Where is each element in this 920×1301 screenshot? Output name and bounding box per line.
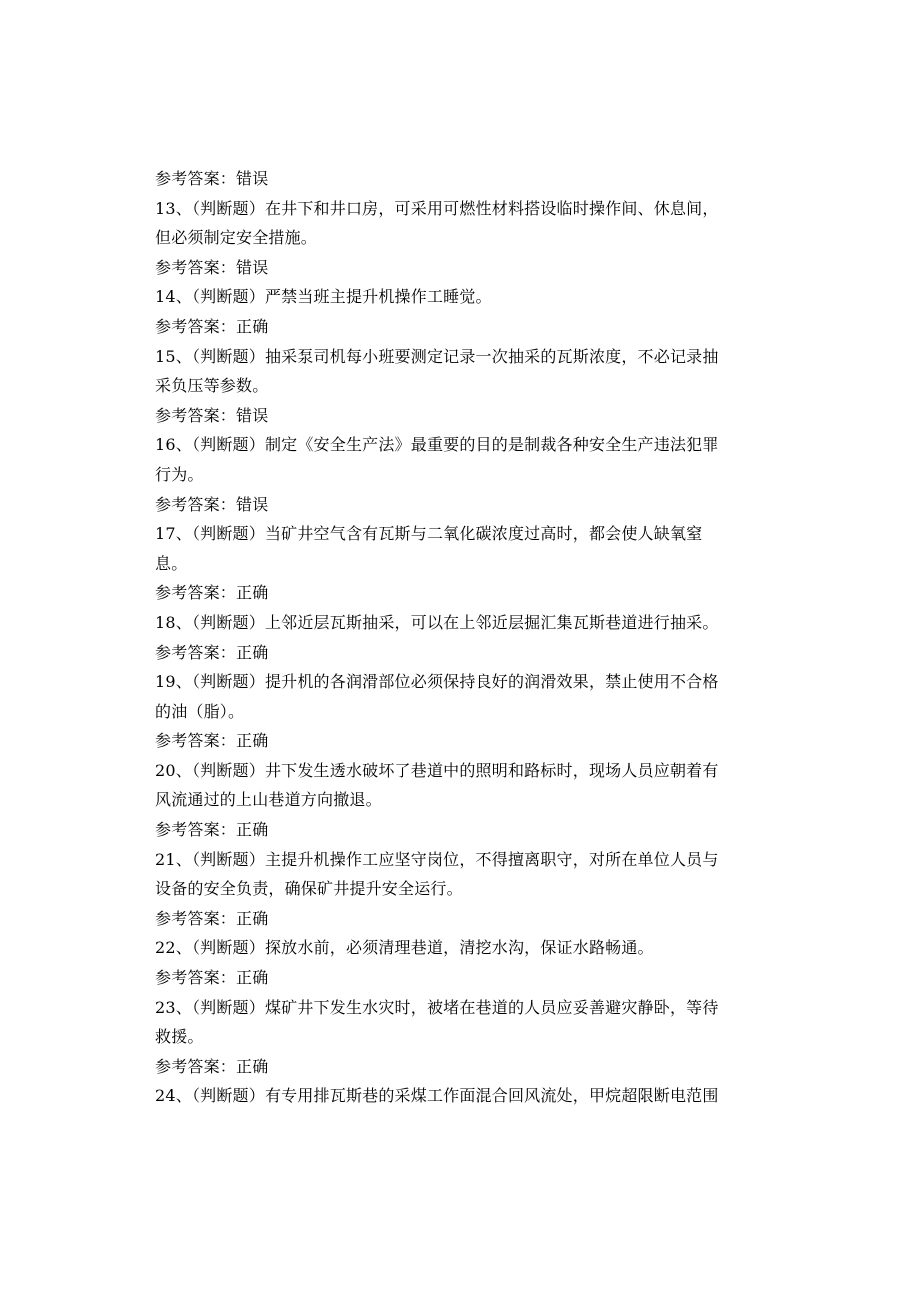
- question-17-line-2: 息。: [155, 553, 188, 573]
- question-18-line-1: 18、（判断题）上邻近层瓦斯抽采，可以在上邻近层掘汇集瓦斯巷道进行抽采。: [155, 612, 719, 632]
- answer-16: 参考答案：错误: [155, 494, 269, 514]
- answer-14: 参考答案：正确: [155, 316, 269, 336]
- question-14-line-1: 14、（判断题）严禁当班主提升机操作工睡觉。: [155, 287, 492, 307]
- question-19-line-2: 的油（脂）。: [155, 701, 245, 721]
- question-16-line-1: 16、（判断题）制定《安全生产法》最重要的目的是制裁各种安全生产违法犯罪: [155, 435, 719, 455]
- question-19-line-1: 19、（判断题）提升机的各润滑部位必须保持良好的润滑效果，禁止使用不合格: [155, 672, 719, 692]
- answer-20: 参考答案：正确: [155, 820, 269, 840]
- document-page: [155, 164, 755, 1111]
- question-20-line-1: 20、（判断题）井下发生透水破坏了巷道中的照明和路标时，现场人员应朝着有: [155, 760, 719, 780]
- question-20-line-2: 风流通过的上山巷道方向撤退。: [155, 790, 382, 810]
- answer-18: 参考答案：正确: [155, 642, 269, 662]
- question-13-line-2: 但必须制定安全措施。: [155, 228, 318, 248]
- answer-19: 参考答案：正确: [155, 731, 269, 751]
- question-23-line-2: 救援。: [155, 1027, 204, 1047]
- question-13-line-1: 13、（判断题）在井下和井口房，可采用可燃性材料搭设临时操作间、休息间，: [155, 198, 719, 218]
- question-24-line-1: 24、（判断题）有专用排瓦斯巷的采煤工作面混合回风流处，甲烷超限断电范围: [155, 1086, 719, 1106]
- question-22-line-1: 22、（判断题）探放水前，必须清理巷道，清挖水沟，保证水路畅通。: [155, 938, 654, 958]
- answer-line: 参考答案：错误: [155, 169, 269, 188]
- answer-21: 参考答案：正确: [155, 908, 269, 928]
- answer-15: 参考答案：错误: [155, 405, 269, 425]
- question-15-line-2: 采负压等参数。: [155, 376, 269, 396]
- question-21-line-2: 设备的安全负责，确保矿井提升安全运行。: [155, 879, 463, 899]
- question-23-line-1: 23、（判断题）煤矿井下发生水灾时，被堵在巷道的人员应妥善避灾静卧，等待: [155, 997, 719, 1017]
- question-16-line-2: 行为。: [155, 464, 204, 484]
- question-15-line-1: 15、（判断题）抽采泵司机每小班要测定记录一次抽采的瓦斯浓度，不必记录抽: [155, 346, 719, 366]
- question-17-line-1: 17、（判断题）当矿井空气含有瓦斯与二氧化碳浓度过高时，都会使人缺氧窒: [155, 524, 703, 544]
- question-21-line-1: 21、（判断题）主提升机操作工应坚守岗位，不得擅离职守，对所在单位人员与: [155, 849, 719, 869]
- answer-23: 参考答案：正确: [155, 1056, 269, 1076]
- answer-13: 参考答案：错误: [155, 257, 269, 277]
- answer-22: 参考答案：正确: [155, 968, 269, 988]
- answer-17: 参考答案：正确: [155, 583, 269, 603]
